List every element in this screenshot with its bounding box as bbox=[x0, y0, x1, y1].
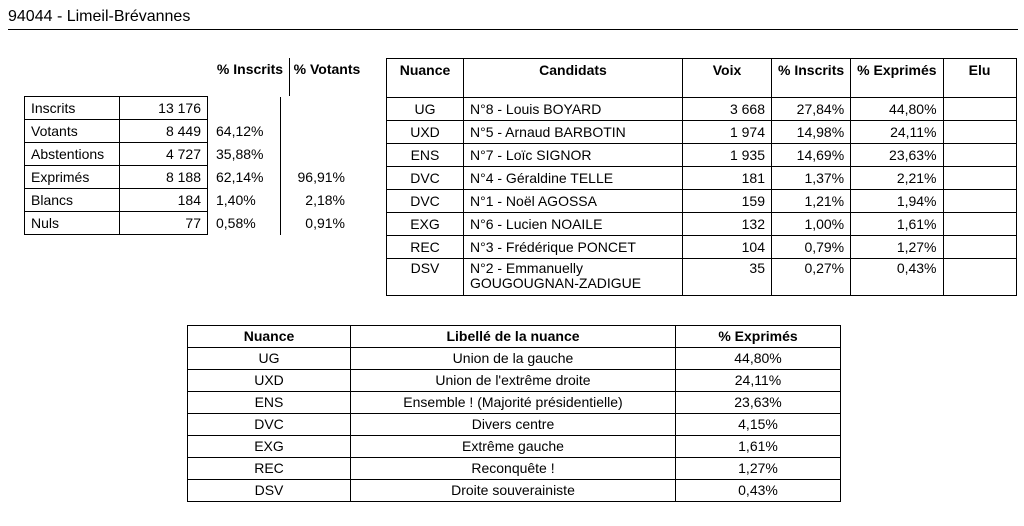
stats-value: 8 449 bbox=[120, 120, 208, 143]
nuance-row bbox=[188, 348, 841, 370]
stats-pct-votants: 2,18% bbox=[281, 189, 350, 212]
nuance-libelle: Divers centre bbox=[351, 414, 676, 436]
header-candidats: Candidats bbox=[464, 59, 683, 98]
candidate-elu bbox=[943, 121, 1016, 144]
column-divider bbox=[289, 58, 290, 96]
nuances-table bbox=[187, 325, 841, 502]
candidate-pct-exprimes: 1,27% bbox=[851, 236, 943, 259]
stats-row bbox=[25, 97, 350, 120]
nuance-libelle: Reconquête ! bbox=[351, 458, 676, 480]
nuance-row bbox=[188, 436, 841, 458]
candidate-row bbox=[387, 121, 1017, 144]
candidate-row bbox=[387, 190, 1017, 213]
candidate-elu bbox=[943, 144, 1016, 167]
candidate-name: N°4 - Géraldine TELLE bbox=[464, 167, 683, 190]
candidate-pct-exprimes: 0,43% bbox=[851, 259, 943, 296]
nuance-pct: 1,27% bbox=[676, 458, 841, 480]
candidate-row bbox=[387, 98, 1017, 121]
nuance-libelle: Droite souverainiste bbox=[351, 480, 676, 502]
stats-pct-inscrits: 62,14% bbox=[216, 168, 264, 185]
stats-row bbox=[25, 212, 350, 235]
candidate-voix: 181 bbox=[683, 167, 772, 190]
candidate-pct-exprimes: 24,11% bbox=[851, 121, 943, 144]
stats-pct-votants: 0,91% bbox=[281, 212, 350, 235]
candidate-elu bbox=[943, 190, 1016, 213]
candidate-pct-exprimes: 1,94% bbox=[851, 190, 943, 213]
nuance-libelle: Ensemble ! (Majorité présidentielle) bbox=[351, 392, 676, 414]
candidate-voix: 132 bbox=[683, 213, 772, 236]
nuance-pct: 24,11% bbox=[676, 370, 841, 392]
nuance-libelle: Union de la gauche bbox=[351, 348, 676, 370]
candidate-pct-exprimes: 44,80% bbox=[851, 98, 943, 121]
nuance-pct: 1,61% bbox=[676, 436, 841, 458]
stats-value: 4 727 bbox=[120, 143, 208, 166]
candidate-elu bbox=[943, 259, 1016, 296]
stats-pct-votants bbox=[281, 120, 350, 143]
nuance-row bbox=[188, 414, 841, 436]
stats-row bbox=[25, 120, 350, 143]
nuance-pct: 23,63% bbox=[676, 392, 841, 414]
nuance-row bbox=[188, 370, 841, 392]
stats-label: Exprimés bbox=[25, 166, 120, 189]
stats-row bbox=[25, 143, 350, 166]
candidate-voix: 159 bbox=[683, 190, 772, 213]
header-elu: Elu bbox=[943, 59, 1016, 98]
nuance-code: DSV bbox=[188, 480, 351, 502]
title-divider bbox=[8, 29, 1018, 30]
stats-label: Abstentions bbox=[25, 143, 120, 166]
nuance-pct: 0,43% bbox=[676, 480, 841, 502]
candidate-nuance: UXD bbox=[387, 121, 464, 144]
candidate-row bbox=[387, 236, 1017, 259]
stats-pct-inscrits bbox=[208, 97, 281, 120]
stats-pct-inscrits: 1,40% bbox=[216, 191, 256, 208]
candidate-pct-inscrits: 27,84% bbox=[772, 98, 851, 121]
candidate-voix: 3 668 bbox=[683, 98, 772, 121]
candidate-pct-exprimes: 2,21% bbox=[851, 167, 943, 190]
candidate-nuance: EXG bbox=[387, 213, 464, 236]
nuance-libelle: Union de l'extrême droite bbox=[351, 370, 676, 392]
candidate-nuance: UG bbox=[387, 98, 464, 121]
header-pct-votants: % Votants bbox=[293, 61, 361, 77]
candidate-nuance: DVC bbox=[387, 190, 464, 213]
candidate-name: N°2 - Emmanuelly GOUGOUGNAN-ZADIGUE bbox=[464, 259, 683, 296]
nuance-code: UG bbox=[188, 348, 351, 370]
stats-value: 77 bbox=[120, 212, 208, 235]
candidate-pct-exprimes: 23,63% bbox=[851, 144, 943, 167]
nuance-pct: 4,15% bbox=[676, 414, 841, 436]
stats-pct-votants bbox=[281, 97, 350, 120]
candidate-elu bbox=[943, 213, 1016, 236]
header-nuance: Nuance bbox=[188, 326, 351, 348]
stats-value: 8 188 bbox=[120, 166, 208, 189]
nuance-libelle: Extrême gauche bbox=[351, 436, 676, 458]
candidate-nuance: ENS bbox=[387, 144, 464, 167]
header-nuance: Nuance bbox=[387, 59, 464, 98]
nuance-row bbox=[188, 392, 841, 414]
candidate-name: N°7 - Loïc SIGNOR bbox=[464, 144, 683, 167]
candidate-pct-inscrits: 14,98% bbox=[772, 121, 851, 144]
candidate-nuance: DVC bbox=[387, 167, 464, 190]
candidate-row bbox=[387, 167, 1017, 190]
stats-row bbox=[25, 189, 350, 212]
stats-pct-inscrits: 64,12% bbox=[216, 122, 264, 139]
nuance-code: UXD bbox=[188, 370, 351, 392]
candidate-name: N°1 - Noël AGOSSA bbox=[464, 190, 683, 213]
nuance-code: EXG bbox=[188, 436, 351, 458]
nuance-row bbox=[188, 458, 841, 480]
stats-row bbox=[25, 166, 350, 189]
candidate-pct-inscrits: 1,37% bbox=[772, 167, 851, 190]
candidate-name: N°8 - Louis BOYARD bbox=[464, 98, 683, 121]
candidate-voix: 104 bbox=[683, 236, 772, 259]
candidate-row bbox=[387, 213, 1017, 236]
stats-label: Votants bbox=[25, 120, 120, 143]
stats-value: 13 176 bbox=[120, 97, 208, 120]
candidate-pct-inscrits: 14,69% bbox=[772, 144, 851, 167]
page-title: 94044 - Limeil-Brévannes bbox=[8, 8, 191, 25]
stats-label: Inscrits bbox=[25, 97, 120, 120]
candidate-voix: 1 974 bbox=[683, 121, 772, 144]
candidate-pct-inscrits: 0,27% bbox=[772, 259, 851, 296]
candidate-name: N°3 - Frédérique PONCET bbox=[464, 236, 683, 259]
candidate-elu bbox=[943, 236, 1016, 259]
stats-table bbox=[24, 96, 349, 235]
header-pct-inscrits: % Inscrits bbox=[772, 59, 851, 98]
stats-value: 184 bbox=[120, 189, 208, 212]
candidate-nuance: DSV bbox=[387, 259, 464, 296]
candidate-elu bbox=[943, 167, 1016, 190]
candidate-name: N°6 - Lucien NOAILE bbox=[464, 213, 683, 236]
header-pct-exprimes: % Exprimés bbox=[851, 59, 943, 98]
header-libelle: Libellé de la nuance bbox=[351, 326, 676, 348]
candidates-table bbox=[386, 58, 1017, 296]
header-voix: Voix bbox=[683, 59, 772, 98]
stats-pct-votants: 96,91% bbox=[281, 166, 350, 189]
candidate-row bbox=[387, 259, 1017, 296]
candidate-voix: 35 bbox=[683, 259, 772, 296]
candidate-voix: 1 935 bbox=[683, 144, 772, 167]
header-pct-inscrits: % Inscrits bbox=[216, 61, 284, 77]
candidate-pct-inscrits: 0,79% bbox=[772, 236, 851, 259]
candidate-name: N°5 - Arnaud BARBOTIN bbox=[464, 121, 683, 144]
stats-pct-inscrits: 0,58% bbox=[216, 214, 256, 231]
candidate-pct-inscrits: 1,21% bbox=[772, 190, 851, 213]
nuance-pct: 44,80% bbox=[676, 348, 841, 370]
candidate-pct-inscrits: 1,00% bbox=[772, 213, 851, 236]
stats-pct-votants bbox=[281, 143, 350, 166]
stats-pct-inscrits: 35,88% bbox=[216, 145, 264, 162]
candidate-pct-exprimes: 1,61% bbox=[851, 213, 943, 236]
header-pct-exprimes: % Exprimés bbox=[676, 326, 841, 348]
nuance-row bbox=[188, 480, 841, 502]
candidate-nuance: REC bbox=[387, 236, 464, 259]
candidate-row bbox=[387, 144, 1017, 167]
candidate-elu bbox=[943, 98, 1016, 121]
nuance-code: REC bbox=[188, 458, 351, 480]
nuance-code: DVC bbox=[188, 414, 351, 436]
stats-label: Blancs bbox=[25, 189, 120, 212]
nuance-code: ENS bbox=[188, 392, 351, 414]
stats-label: Nuls bbox=[25, 212, 120, 235]
